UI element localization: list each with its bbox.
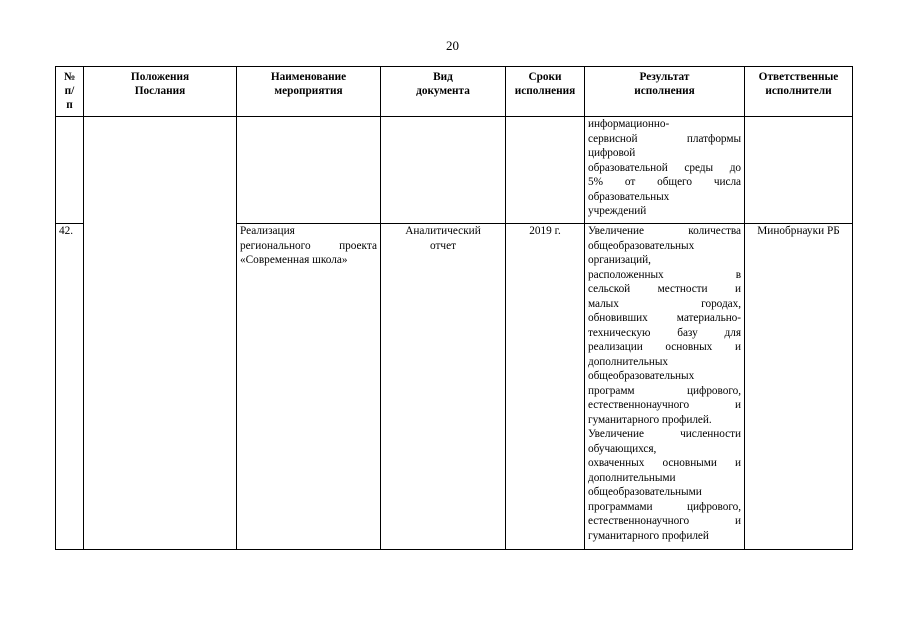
header-line: документа — [416, 85, 470, 97]
deadline-value: 2019 г. — [529, 225, 561, 237]
header-provisions — [84, 67, 237, 117]
result-line: информационно- — [588, 118, 670, 130]
event-name-line: регионального проекта — [240, 239, 377, 252]
result-line: организаций, — [588, 254, 651, 266]
header-line: п — [66, 99, 73, 111]
header-line: № — [63, 71, 76, 83]
result-line: естественнонаучного и — [588, 515, 741, 527]
event-name-cell — [237, 224, 381, 550]
header-line: Результат — [639, 71, 690, 83]
event-name-line: «Современная школа» — [240, 254, 348, 266]
result-line: гуманитарного профилей. — [588, 413, 712, 426]
header-line: Сроки — [528, 71, 562, 83]
result-line: 5% от общего числа — [588, 176, 741, 188]
header-row — [56, 67, 853, 117]
provisions-cell — [84, 117, 237, 550]
result-line: образовательной среды до — [588, 161, 741, 174]
result-line: программ цифрового, — [588, 384, 741, 397]
document-type-line: отчет — [429, 239, 457, 252]
result-line: образовательных — [588, 190, 670, 203]
header-line: исполнения — [634, 85, 695, 97]
row-number-cell: 42. — [56, 224, 84, 550]
header-line: Положения — [130, 71, 190, 83]
result-line: расположенных в — [588, 268, 741, 281]
event-name-line: Реализация — [240, 225, 295, 237]
header-line: мероприятия — [274, 85, 343, 97]
result-line: малых городах, — [588, 297, 741, 310]
result-cell — [585, 224, 745, 550]
result-line: обновивших материально- — [588, 312, 741, 324]
result-line: охваченных основными и — [588, 457, 741, 469]
header-line: Послания — [134, 85, 186, 97]
header-line: исполнения — [514, 85, 576, 97]
result-line: дополнительных — [588, 355, 668, 368]
header-deadline — [506, 67, 585, 117]
page-number: 20 — [446, 38, 459, 53]
document-type-line: Аналитический — [405, 225, 481, 237]
result-line: учреждений — [588, 205, 647, 217]
result-line: естественнонаучного и — [588, 399, 741, 411]
deadline-cell — [506, 117, 585, 224]
result-line: общеобразовательными — [588, 486, 702, 498]
result-line: сельской местности и — [588, 283, 741, 295]
responsible-cell — [745, 224, 853, 550]
row-number-cell — [56, 117, 84, 224]
responsible-cell — [745, 117, 853, 224]
result-line: обучающихся, — [588, 442, 657, 455]
header-number — [56, 67, 84, 117]
event-name-cell — [237, 117, 381, 224]
document-type-cell — [381, 224, 506, 550]
result-cell — [585, 117, 745, 224]
result-line: гуманитарного профилей — [588, 529, 709, 542]
header-event-name — [237, 67, 381, 117]
plan-table — [55, 66, 853, 550]
result-line: дополнительными — [588, 471, 676, 484]
header-document-type — [381, 67, 506, 117]
table-row-continuation — [56, 117, 853, 224]
header-line: п/ — [64, 85, 75, 97]
result-line: сервисной платформы — [588, 132, 741, 145]
header-line: исполнители — [765, 85, 832, 97]
result-line: общеобразовательных — [588, 239, 695, 252]
header-line: Наименование — [270, 71, 347, 83]
header-line: Вид — [433, 71, 453, 83]
deadline-cell — [506, 224, 585, 550]
result-line: Увеличение количества — [588, 225, 741, 237]
header-result — [585, 67, 745, 117]
result-line: цифровой — [588, 147, 636, 159]
document-type-cell — [381, 117, 506, 224]
result-line: программами цифрового, — [588, 500, 741, 513]
header-line: Ответственные — [758, 71, 839, 83]
header-responsible — [745, 67, 853, 117]
result-line: реализации основных и — [588, 341, 741, 353]
result-line: Увеличение численности — [588, 428, 741, 440]
responsible-value: Минобрнауки РБ — [757, 225, 840, 237]
result-line: общеобразовательных — [588, 370, 695, 382]
result-line: техническую базу для — [588, 326, 741, 339]
